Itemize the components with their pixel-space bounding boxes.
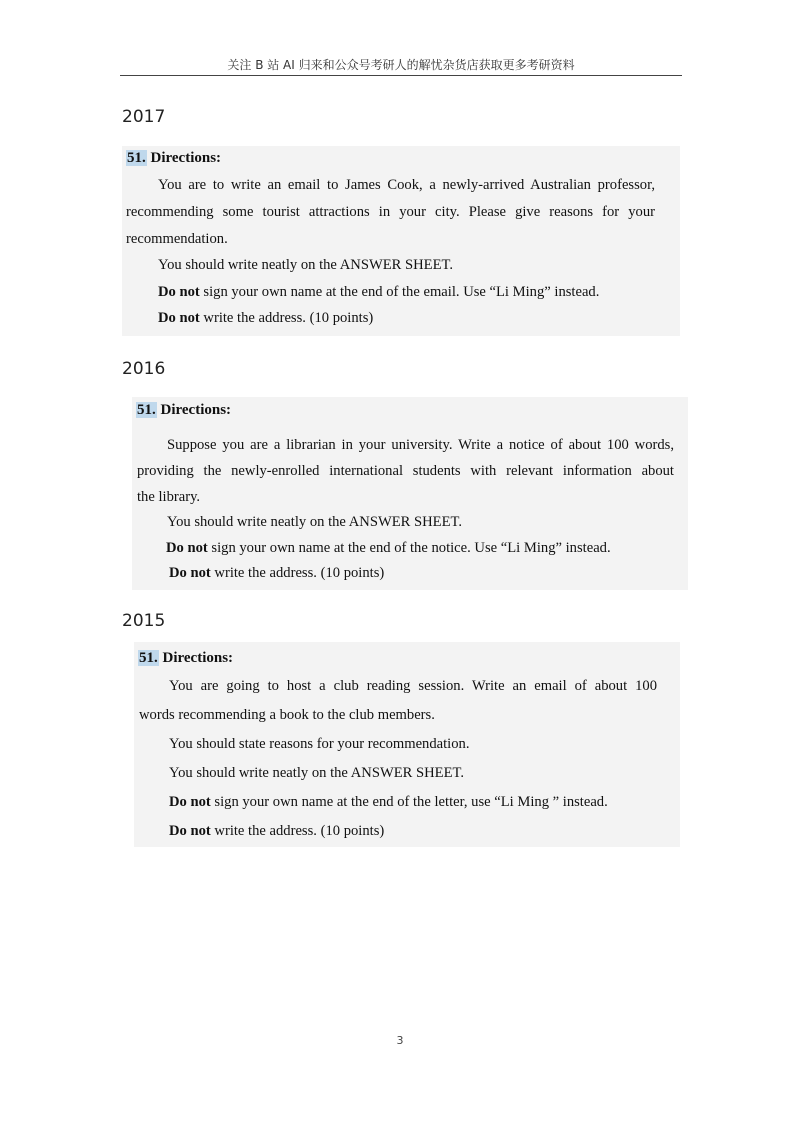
direction-line xyxy=(169,565,384,582)
direction-line: Suppose you are a librarian in your university. Write a notice of about 100 words, xyxy=(167,437,674,453)
do-not-emphasis: Do not xyxy=(169,823,211,839)
header-divider xyxy=(120,75,682,76)
direction-line: words recommending a book to the club members. xyxy=(139,707,435,723)
do-not-emphasis: Do not xyxy=(158,310,200,326)
directions-label: Directions: xyxy=(150,150,222,166)
direction-line: You should write neatly on the ANSWER SHEET. xyxy=(158,257,453,273)
direction-line xyxy=(166,540,611,557)
direction-line xyxy=(169,794,608,811)
do-not-emphasis: Do not xyxy=(169,794,211,810)
page-header: 关注 B 站 AI 归来和公众号考研人的解忧杂货店获取更多考研资料 xyxy=(227,58,575,72)
year-label-2015: 2015 xyxy=(122,611,166,631)
do-not-emphasis: Do not xyxy=(166,540,208,556)
question-heading xyxy=(136,402,231,419)
direction-line: You are to write an email to James Cook, a newly-arrived Australian professor, xyxy=(158,177,655,193)
direction-line: You should write neatly on the ANSWER SHEET. xyxy=(167,514,462,530)
direction-text: write the address. (10 points) xyxy=(210,565,385,581)
year-label-2017: 2017 xyxy=(122,107,166,127)
direction-line: providing the newly-enrolled international students with relevant information about xyxy=(137,463,674,479)
question-block-2015 xyxy=(134,642,680,847)
direction-line xyxy=(158,284,599,301)
do-not-emphasis: Do not xyxy=(169,565,211,581)
question-number: 51. xyxy=(137,402,156,418)
direction-line: recommending some tourist attractions in your city. Please give reasons for your xyxy=(126,204,655,220)
page-number: 3 xyxy=(396,1034,404,1047)
question-heading xyxy=(126,150,221,167)
direction-text: write the address. (10 points) xyxy=(199,310,374,326)
direction-line: You should state reasons for your recommendation. xyxy=(169,736,470,752)
direction-line: recommendation. xyxy=(126,231,228,247)
direction-text: sign your own name at the end of the letter, use “Li Ming ” instead. xyxy=(210,794,608,810)
direction-text: write the address. (10 points) xyxy=(210,823,385,839)
direction-text: sign your own name at the end of the notice. Use “Li Ming” instead. xyxy=(207,540,611,556)
question-number: 51. xyxy=(127,150,146,166)
direction-line: You should write neatly on the ANSWER SHEET. xyxy=(169,765,464,781)
direction-line: You are going to host a club reading session. Write an email of about 100 xyxy=(169,678,657,694)
year-label-2016: 2016 xyxy=(122,359,166,379)
question-heading xyxy=(138,650,233,667)
question-block-2017 xyxy=(122,146,680,336)
directions-label: Directions: xyxy=(162,650,234,666)
do-not-emphasis: Do not xyxy=(158,284,200,300)
question-block-2016 xyxy=(132,397,688,590)
question-number: 51. xyxy=(139,650,158,666)
direction-line xyxy=(169,823,384,840)
directions-label: Directions: xyxy=(160,402,232,418)
direction-line: the library. xyxy=(137,489,201,505)
direction-text: sign your own name at the end of the email. Use “Li Ming” instead. xyxy=(199,284,600,300)
direction-line xyxy=(158,310,373,327)
